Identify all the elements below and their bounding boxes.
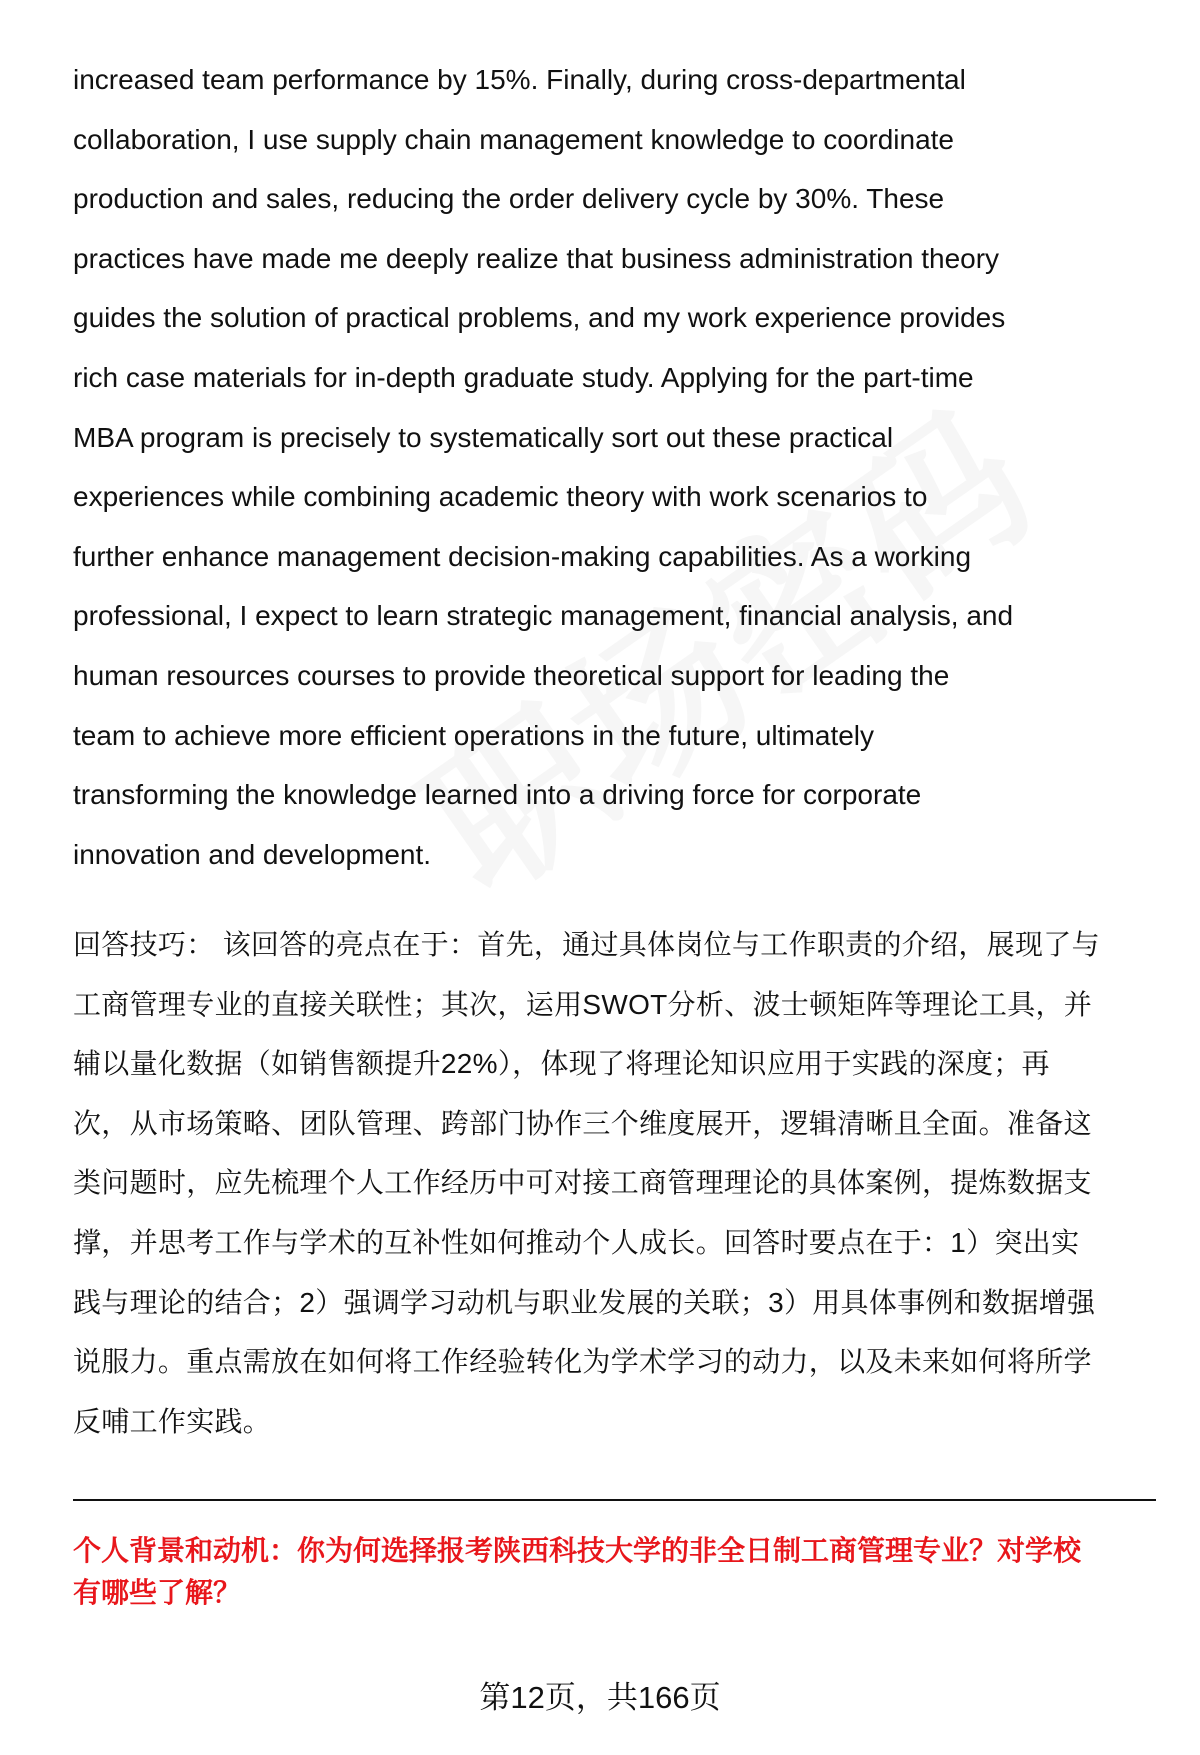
- text-line: further enhance management decision-making capabilities. As a working: [73, 540, 972, 572]
- text-line: 践与理论的结合；2）强调学习动机与职业发展的关联；3）用具体事例和数据增强: [73, 1286, 1096, 1318]
- text-line: guides the solution of practical problems, and my work experience provides: [73, 302, 1006, 334]
- divider: [73, 1499, 1156, 1501]
- question-heading: [73, 1530, 1163, 1614]
- answer-tips: [73, 915, 1163, 1451]
- text-line: 类问题时，应先梳理个人工作经历中可对接工商管理理论的具体案例，提炼数据支: [73, 1167, 1092, 1199]
- text-line: 说服力。重点需放在如何将工作经验转化为学术学习的动力，以及未来如何将所学: [73, 1346, 1092, 1378]
- text-line: professional, I expect to learn strategic management, financial analysis, and: [73, 600, 1014, 632]
- text-line: 辅以量化数据（如销售额提升22%），体现了将理论知识应用于实践的深度；再: [73, 1048, 1050, 1080]
- text-line: practices have made me deeply realize that business administration theory: [73, 242, 1000, 274]
- text-line: 工商管理专业的直接关联性；其次，运用SWOT分析、波士顿矩阵等理论工具，并: [73, 988, 1093, 1020]
- text-line: production and sales, reducing the order delivery cycle by 30%. These: [73, 183, 945, 215]
- text-line: 回答技巧： 该回答的亮点在于：首先，通过具体岗位与工作职责的介绍，展现了与: [73, 929, 1100, 960]
- text-line: team to achieve more efficient operations in the future, ultimately: [73, 719, 875, 751]
- answer-english: [73, 50, 1163, 884]
- text-line: rich case materials for in-depth graduate study. Applying for the part-time: [73, 361, 974, 393]
- question-line: 个人背景和动机：你为何选择报考陕西科技大学的非全日制工商管理专业？对学校: [73, 1535, 1082, 1566]
- text-line: 反哺工作实践。: [73, 1405, 272, 1437]
- text-line: human resources courses to provide theoretical support for leading the: [73, 659, 950, 691]
- text-line: increased team performance by 15%. Finally, during cross-departmental: [73, 64, 966, 95]
- text-line: MBA program is precisely to systematically sort out these practical: [73, 421, 894, 453]
- text-line: transforming the knowledge learned into a driving force for corporate: [73, 779, 922, 811]
- text-line: 撑，并思考工作与学术的互补性如何推动个人成长。回答时要点在于：1）突出实: [73, 1226, 1080, 1258]
- text-line: experiences while combining academic theory with work scenarios to: [73, 481, 928, 513]
- text-line: innovation and development.: [73, 838, 432, 870]
- text-line: 次，从市场策略、团队管理、跨部门协作三个维度展开，逻辑清晰且全面。准备这: [73, 1107, 1092, 1139]
- text-line: collaboration, I use supply chain management knowledge to coordinate: [73, 123, 955, 155]
- page-footer: 第12页，共166页: [479, 1680, 721, 1715]
- question-line: 有哪些了解？: [73, 1577, 242, 1608]
